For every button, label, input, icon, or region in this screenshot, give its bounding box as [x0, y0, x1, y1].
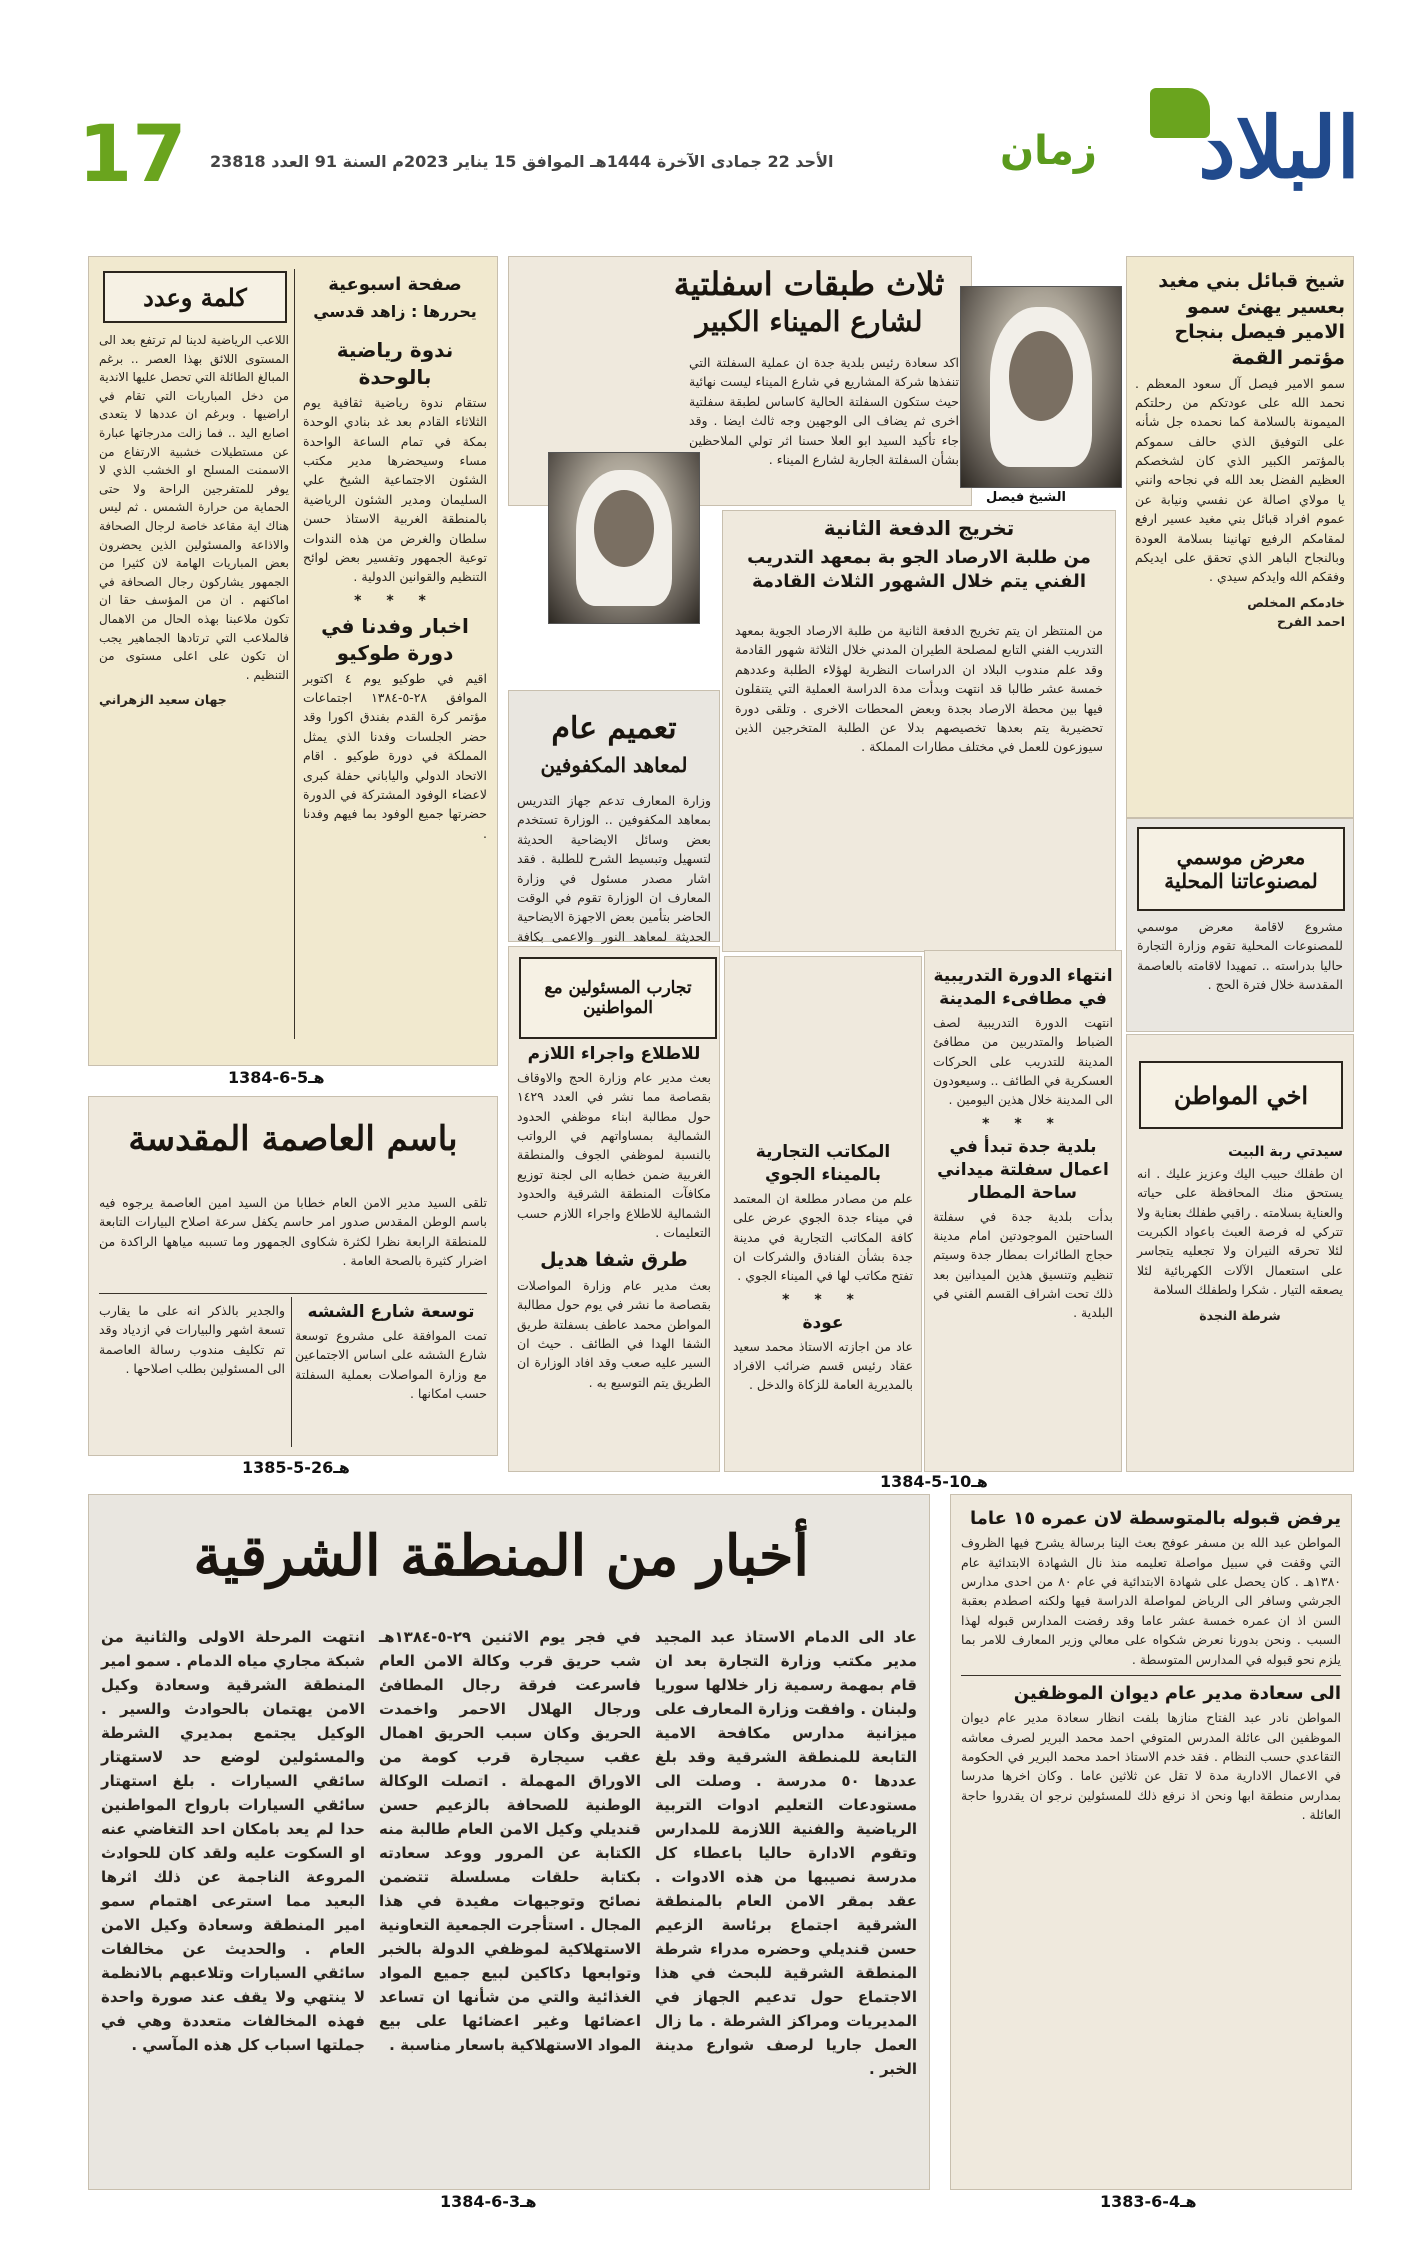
capital-left-column — [99, 1301, 285, 1449]
clip-medina — [924, 950, 1122, 1472]
medina-body2: بدأت بلدية جدة في سفلتة الساحتين الموجودتين امام مدينة حجاج الطائرات بمطار جدة وسيتم تنظيم وتنسيق هذين الميدانين بعد ذلك تحت اشراف القسم الفني في البلدية . — [933, 1208, 1113, 1321]
youth-head: يرفض قبوله بالمتوسطة لان عمره ١٥ عاما — [969, 1508, 1341, 1529]
east-column-3 — [101, 1625, 365, 2185]
clip-tribes — [1126, 256, 1354, 818]
offices-head2: عودة — [802, 1312, 844, 1333]
officials-head2: طرق شفا هديل — [540, 1249, 688, 1272]
weekly-story1-head: ندوة رياضية بالوحدة — [336, 337, 454, 389]
citizen-signature: شرطة النجدة — [1199, 1307, 1281, 1323]
clip-offices — [724, 956, 922, 1472]
asphalt-title-line1: ثلاث طبقات اسفلتية — [673, 265, 945, 303]
east-col2-body: في فجر يوم الاثنين ٢٩-٥-١٣٨٤هـ شب حريق قرب وكالة الامن العام فاسرعت فرقة رجال المطافئ ورجال الهلال الاحمر واخمدت الحريق وكان سبب الحريق اهمال عقب سيجارة قرب كومة من الاوراق المهملة . اتصلت الوكالة الوطنية للصحافة بالزعيم حسن قنديلي وكيل الامن العام طالبة منه الكتابة عن المرور ووعد سعادته بكتابة حلقات مسلسلة تتضمن نصائح وتوجيهات مفيدة في هذا المجال . استأجرت الجمعية التعاونية الاستهلاكية لموظفي الدولة بالخبر وتوابعها دكاكين لبيع جميع المواد الغذائية والتي من شأنها ان تساعد اعضائها وغير اعضائها على بيع المواد الاستهلاكية باسعار مناسبة . — [379, 1628, 641, 2054]
blind-title-line2: لمعاهد المكفوفين — [540, 753, 688, 777]
face-shape — [594, 490, 654, 567]
shows-body: مشروع لاقامة معرض موسمي للمصنوعات المحلية تقوم وزارة التجارة حاليا بدراسته .. تمهيدا لاقامته بالعاصمة المقدسة خلال فترة الحج . — [1137, 919, 1343, 993]
officials-body: بعث مدير عام وزارة الحج والاوقاف بقصاصة مما نشر في العدد ١٤٢٩ حول مطالبة ابناء موظفي الحدود الشمالية بمساواتهم في الرواتب بالنسبة لموظفي الجوف والمنطقة الغربية ضمن خطابه الى لجنة توزيع مكافآت المنطقة الشرقية والحدود الشمالية للاطلاع واجراء اللازم حسب التعليمات . — [517, 1069, 711, 1240]
weekly-editor: يحررها : زاهد قدسي — [313, 302, 477, 322]
tribes-body: سمو الامير فيصل آل سعود المعظم . نحمد الله على عودتكم من رحلتكم الميمونة بالسلامة كما نحمده جل شأنه على التوفيق الذي حالف سموكم بالمؤتمر الكبير الذي كان لشخصكم العظيم الفضل بعد الله في نجاحه وانني يا مولاي اصالة عن نفسي ونيابة عن عموم افراد قبائل بني مغيد عسير ارفع لمقامكم الرفيع تهانينا بسلامة العودة وبالنجاح الباهر الذي تحقق على ايديكم وفقكم الله وايدكم سيدي . — [1135, 375, 1345, 585]
capital-body: تلقى السيد مدير الامن العام خطابا من السيد امين العاصمة يرجوه فيه باسم الوطن المقدس صدور امر حاسم يكفل سرعة اصلاح البيارات التابعة للمنطقة الرابعة نظرا لكثرة شكاوى الجمهور وما تسببه مياهها الراكدة من اضرار كثيرة بالصحة العامة . — [99, 1195, 487, 1269]
logo-text: البلاد — [1198, 98, 1360, 197]
weekly-main-column — [303, 269, 487, 1049]
clip-youth — [950, 1494, 1352, 2190]
weekly-side-column — [99, 331, 289, 1021]
weekly-story2-body: اقيم في طوكيو يوم ٤ اكتوبر الموافق ٢٨-٥-١٣٨٤ اجتماعات مؤتمر كرة القدم بفندق اكورا وقد حضر الجلسات وفدنا الذي يمثل المملكة في دورة طوكيو . اقام الاتحاد الدولي والياباني حفلة كبرى لاعضاء الوفود المشتركة في الدورة حضرتها جميع الوفود بما فيهم وفدنا . — [303, 670, 487, 841]
citizen-salutation: سيدتي ربة البيت — [1228, 1144, 1343, 1160]
officials-head: للاطلاع واجراء اللازم — [527, 1044, 701, 1064]
east-column-1 — [655, 1625, 917, 2185]
offices-body2: عاد من اجازته الاستاذ محمد سعيد عقاد رئيس قسم ضرائب الافراد بالمديرية العامة للزكاة والدخل . — [733, 1338, 913, 1393]
blind-body-column — [517, 791, 711, 944]
capital-right-column — [295, 1297, 487, 1447]
training-head2: من طلبة الارصاد الجو بة بمعهد التدريب الفني يتم خلال الشهور الثلاث القادمة — [747, 547, 1091, 593]
dateline: الأحد 22 جمادى الآخرة 1444هـ الموافق 15 يناير 2023م السنة 91 العدد 23818 — [210, 152, 834, 171]
east-col1-body: عاد الى الدمام الاستاذ عبد المجيد مدير مكتب وزارة التجارة بعد ان قام بمهمة رسمية زار خلالها سوريا ولبنان . وافقت وزارة المعارف على ميزانية مدارس مكافحة الامية التابعة للمنطقة الشرقية وقد بلغ عددها ٥٠ مدرسة . وصلت الى مستودعات التعليم ادوات التربية الرياضية والفنية اللازمة للمدارس وتقوم الادارة حاليا باعطاء كل مدرسة نصيبها من هذه الادوات . عقد بمقر الامن العام بالمنطقة الشرقية اجتماع برئاسة الزعيم حسن قنديلي وحضره مدراء شرطة المنطقة الشرقية للبحث في هذا الاجتماع حول تدعيم الجهاز في المديريات ومراكز الشرطة . ما زال العمل جاريا لرصف شوارع مدينة الخبر . — [655, 1628, 917, 2078]
training-body: من المنتظر ان يتم تخريج الدفعة الثانية من طلبة الارصاد الجوية بمعهد التدريب الفني التابع لمصلحة الطيران المدني خلال الثلاثة شهور القادمة وقد علم مندوب البلاد ان الدراسات النظرية لهؤلاء الطلبة وعددهم خمسة عشر طالبا قد انتهت وبدأت مدة الدراسة العملية التي يتنقلون فيها بين محطة الارصاد بجدة وبعض المحطات الاخرى . وتلقى دورة تحضيرية يتم بعدها تخصيصهم بدلا عن الطلبة المتخرجين الذين سيوزعون للعمل في مختلف مطارات المملكة . — [735, 623, 1103, 755]
date-stamp: 1384-6-3هـ — [440, 2192, 537, 2211]
asphalt-body: اكد سعادة رئيس بلدية جدة ان عملية السفلتة التي تنفذها شركة المشاريع في شارع الميناء ليست نهائية حيث ستكون السفلتة الحالية كاساس لطبقة سفلتية اخرى ثم يضاف الى الوجهين وجه ثالث ايضا . وقد جاء تأكيد السيد ابو العلا حسنا اثر تولي الملاحظين بشأن السفلتة الجارية لشارع الميناء . — [689, 355, 959, 467]
separator: * * * — [782, 1291, 864, 1308]
weekly-title-box: كلمة وعدد — [103, 271, 287, 323]
portrait-photo — [548, 452, 700, 624]
date-stamp: 1384-6-5هـ — [228, 1068, 325, 1087]
weekly-story2-head: اخبار وفدنا في دورة طوكيو — [321, 613, 469, 665]
east-title: أخبار من المنطقة الشرقية — [193, 1523, 809, 1589]
photo-caption: الشيخ فيصل — [986, 490, 1066, 505]
shows-title-box: معرض موسمي لمصنوعاتنا المحلية — [1137, 827, 1345, 911]
citizen-title-box: اخي المواطن — [1139, 1061, 1343, 1129]
horizontal-divider — [99, 1293, 487, 1294]
horizontal-divider — [961, 1675, 1341, 1676]
training-head1: تخريج الدفعة الثانية — [823, 516, 1015, 540]
capital-body2: تمت الموافقة على مشروع توسعة شارع الششه على اساس الاجتماعين مع وزارة المواصلات بعملية السفلتة حسب امكانها . — [295, 1327, 487, 1402]
tribes-signature-name: احمد الفرح — [1276, 614, 1345, 630]
east-col3-body: انتهت المرحلة الاولى والثانية من شبكة مجاري مياه الدمام . سمو امير المنطقة الشرقية وسعادة وكيل الامن يهتمان بالحوادث والسير . الوكيل يجتمع بمديري الشرطة والمسئولين لوضع حد لاستهتار سائقي السيارات . بلغ استهتار سائقي السيارات بارواح المواطنين حدا لم يعد بامكان احد التغاضي عنه او السكوت عليه ولقد كان للحوادث المروعة الناجمة عن ذلك اثرها البعيد مما استرعى اهتمام سمو امير المنطقة وسعادة وكيل الامن العام . والحديث عن مخالفات سائقي السيارات وتلاعبهم بالانظمة لا ينتهي ولا يقف عند صورة واحدة فهذه المخالفات متعددة وهي في جملتها اسباب كل هذه المآسي . — [101, 1628, 365, 2054]
clip-training — [722, 510, 1116, 952]
east-column-2 — [379, 1625, 641, 2185]
weekly-signature: جهان سعيد الزهراني — [99, 692, 227, 708]
youth-body: المواطن عبد الله بن مسفر عوفج بعث الينا برسالة يشرح فيها الظروف التي وقفت في سبيل مواصلة تعليمه منذ نال الشهادة الابتدائية عام ١٣٨٠هـ . كان يحصل على شهادة الابتدائية في عام ٨٠ من احدى مدارس الجرشي وسافر الى الرياض لمواصلة الدراسة فيها ولكنه اصطدم بعقبة السن اذ ان عمره خمسة عشر عاما وقد رفضت المدارس قبوله لهذا السبب . ونحن بدورنا نعرض شكواه على معالي وزير المعارف للامر بما يلزم نحو قبوله في المدارس المتوسطة . — [961, 1535, 1341, 1667]
column-divider — [291, 1297, 292, 1447]
shows-body-column — [1137, 917, 1343, 1027]
offices-column — [733, 1137, 913, 1467]
date-stamp: 1383-6-4هـ — [1100, 2192, 1197, 2211]
officials-body-column — [517, 1039, 711, 1459]
section-title: زمان — [1000, 128, 1097, 174]
column-divider — [294, 269, 295, 1039]
clip-shows — [1126, 818, 1354, 1032]
medina-column — [933, 961, 1113, 1461]
clip-citizen — [1126, 1034, 1354, 1472]
youth-body2: المواطن نادر عبد الفتاح منازها بلفت انظار سعادة مدير عام ديوان الموظفين الى عائلة المدرس المتوفي احمد محمد البرير لصرف معاشه التقاعدي حسب النظام . فقد خدم الاستاذ احمد محمد البرير في الحكومة في الاعمال الادارية مدة لا تقل عن ثلاثين عاما . وكان اخرها مدرسا بمدارس منطقة ابها ونحن اذ نرفع ذلك للمسئولين نرجو ان يقدروا حاجة العائلة . — [961, 1710, 1341, 1823]
officials-title-box: تجارب المسئولين مع المواطنين — [519, 957, 717, 1039]
offices-body: علم من مصادر مطلعة ان المعتمد في ميناء جدة الجوي عرض على كافة المكاتب التجارية في مدينة جدة بشأن الفنادق والشركات ان تفتح مكاتب لها في الميناء الجوي . — [733, 1190, 913, 1284]
face-shape — [1009, 331, 1073, 421]
tribes-column — [1135, 265, 1345, 810]
prince-portrait-photo[interactable] — [960, 286, 1122, 488]
weekly-story1-body: ستقام ندوة رياضية ثقافية يوم الثلاثاء القادم بعد غد بنادي الوحدة بمكة في تمام الساعة الواحدة مساء وسيحضرها مدير مكتب الشئون الاجتماعية الشيخ علي السليمان ومدير الشئون الرياضية بالمنطقة الغربية الاستاذ حسن سلطان والغرض من هذه الندوات توعية الجمهور وتفسير بعض لوائح التنظيم والقوانين الدولية . — [303, 394, 487, 585]
clip-capital — [88, 1096, 498, 1456]
capital-side-body: والجدير بالذكر انه على ما يقارب تسعة اشهر والبيارات في ازدياد وقد تم تكليف مندوب رسالة العاصمة الى المسئولين بطلب اصلاحها . — [99, 1303, 285, 1377]
capital-head2: توسعة شارع الششه — [307, 1302, 475, 1322]
youth-head2: الى سعادة مدير عام ديوان الموظفين — [1013, 1682, 1341, 1704]
medina-head: انتهاء الدورة التدريبية في مطافىء المدينة — [933, 966, 1113, 1009]
date-stamp: 1385-5-26هـ — [242, 1458, 350, 1477]
clip-weekly-sports — [88, 256, 498, 1066]
blind-body: وزارة المعارف تدعم جهاز التدريس بمعاهد المكفوفين .. الوزارة تستخدم بعض وسائل الايضاحية الحديثة لتسهيل وتبسيط الشرح للطلبة . فقد اشار مصدر مسئول في وزارة المعارف ان الوزارة تقوم في الوقت الحاضر بتأمين بعض الاجهزة الايضاحية الحديثة لمعاهد النور والاعمى بكافة — [517, 793, 711, 944]
training-body-column — [735, 621, 1103, 941]
asphalt-title-line2: لشارع الميناء الكبير — [695, 305, 923, 338]
clip-blind — [508, 690, 720, 942]
asphalt-body-column — [689, 353, 959, 501]
separator: * * * — [982, 1115, 1064, 1132]
youth-column — [961, 1503, 1341, 2183]
capital-body-column — [99, 1193, 487, 1293]
medina-head2: بلدية جدة تبدأ في اعمال سفلتة ميداني ساحة المطار — [937, 1136, 1109, 1203]
offices-head: المكاتب التجارية بالميناء الجوي — [755, 1142, 891, 1185]
citizen-body-column — [1137, 1139, 1343, 1465]
clip-eastern-province — [88, 1494, 930, 2190]
citizen-body: ان طفلك حبيب اليك وعزيز عليك . انه يستحق منك المحافظة على حياته والعناية بسلامته . راقبي طفلك بعناية ولا تتركي له فرصة العبث باعواد الكبريت لئلا تحرقه النيران ولا تجعليه يتجاسر على استعمال الآلات الكهربائية لئلا يصعقه التيار . شكرا ولطفلك السلامة — [1137, 1165, 1343, 1298]
weekly-page-title: صفحة اسبوعية — [328, 274, 462, 295]
separator: * * * — [354, 592, 436, 609]
tribes-signature-role: خادمكم المخلص — [1247, 594, 1345, 610]
blind-title-line1: تعميم عام — [551, 711, 677, 746]
officials-body2: بعث مدير عام وزارة المواصلات بقصاصة ما نشر في يوم حول مطالبة المواطن محمد عاطف بسفلتة طريق الشفا الهدا في الطائف . حيث ان السير عليه صعب وقد افاد الوزارة ان الطريق يتم التوسيع به . — [517, 1277, 711, 1390]
page-number: 17 — [78, 110, 187, 200]
weekly-side-body: اللاعب الرياضية لدينا لم ترتفع بعد الى المستوى اللائق بهذا العصر .. برغم المبالغ الطائلة التي تحصل عليها الاندية من دخل المباريات التي تقام في اراضيها . وبرغم ان عددها لا يتعدى اصابع اليد .. فما زالت مدرجاتها عبارة عن مستطيلات خشبية الارتفاع من الاسمنت المسلح او الخشب الذي لا يوفر للمتفرجين الراحة ولا حتى الحماية من حرارة الشمس . ثم ليس هناك اية مقاعد خاصة لرجال الصحافة والاذاعة والمسئولين الذين يحضرون بعض المباريات الهامة لان كثيرا من الجمهور يشاركون رجال الصحافة في اماكنهم . ان من المؤسف حقا ان تكون ملاعبنا بهذه الحال من الاهمال فالملاعب التي ترتادها الجماهير يجب ان تكون على اعلى مستوى من التنظيم . — [99, 333, 289, 682]
capital-title: باسم العاصمة المقدسة — [128, 1119, 458, 1159]
medina-body: انتهت الدورة التدريبية لصف الضباط والمتدربين من مطافئ المدينة للتدريب على الحركات العسكرية في الطائف .. وسيعودون الى المدينة خلال هذين اليومين . — [933, 1014, 1113, 1108]
tribes-head: شيخ قبائل بني مغيد بعسير يهنئ سمو الامير فيصل بنجاح مؤتمر القمة — [1158, 270, 1345, 369]
date-stamp: 1384-5-10هـ — [880, 1472, 988, 1491]
newspaper-logo[interactable] — [1110, 88, 1360, 228]
clip-officials — [508, 946, 720, 1472]
